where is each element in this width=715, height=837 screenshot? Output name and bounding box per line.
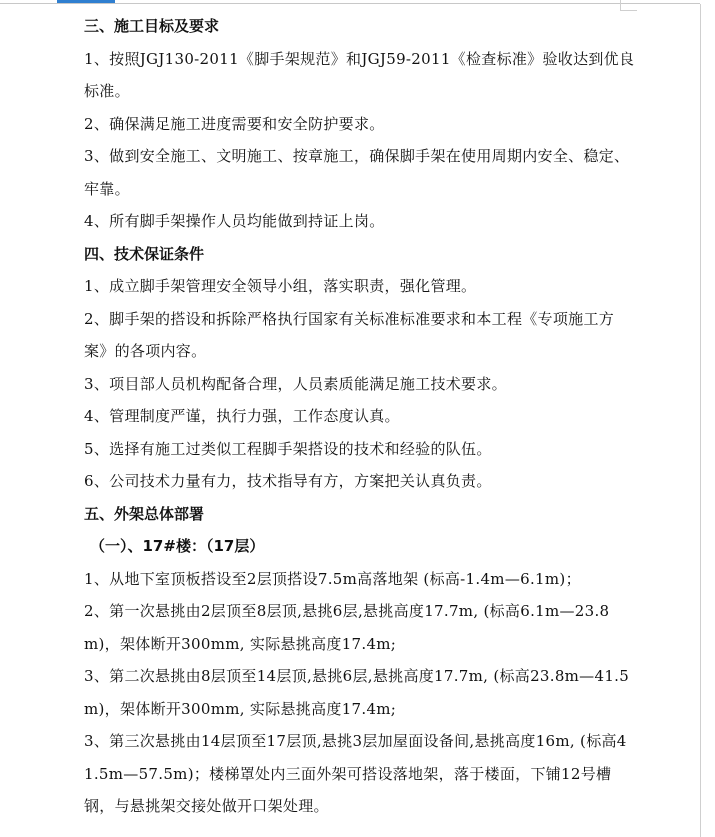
paragraph: 3、做到安全施工、文明施工、按章施工，确保脚手架在使用周期内安全、稳定、牢靠。 xyxy=(84,147,630,198)
page-top-bar xyxy=(0,0,715,4)
paragraph: 5、选择有施工过类似工程脚手架搭设的技术和经验的队伍。 xyxy=(84,439,492,458)
subsection-heading: （一）、17#楼：（17层） xyxy=(90,537,265,555)
paragraph: 3、第二次悬挑由8层顶至14层顶,悬挑6层,悬挑高度17.7m, (标高23.8m—41.5m)，架体断开300mm, 实际悬挑高度17.4m; xyxy=(84,667,630,718)
paragraph: 1、成立脚手架管理安全领导小组，落实职责，强化管理。 xyxy=(84,277,477,295)
section-heading-4: 四、技术保证条件 xyxy=(84,244,205,263)
paragraph: 4、管理制度严谨，执行力强，工作态度认真。 xyxy=(84,407,400,425)
page-top-border xyxy=(0,3,700,4)
section-heading-5: 五、外架总体部署 xyxy=(84,504,205,523)
page-right-border xyxy=(700,4,701,837)
paragraph: 3、项目部人员机构配备合理，人员素质能满足施工技术要求。 xyxy=(84,374,507,393)
section-heading-3: 三、施工目标及要求 xyxy=(84,17,220,35)
document-body xyxy=(84,10,636,823)
paragraph: 6、公司技术力量有力，技术指导有方，方案把关认真负责。 xyxy=(84,472,492,490)
paragraph: 1、从地下室顶板搭设至2层顶搭设7.5m高落地架 (标高-1.4m—6.1m)； xyxy=(84,569,581,588)
paragraph: 2、第一次悬挑由2层顶至8层顶,悬挑6层,悬挑高度17.7m, (标高6.1m—23.8m)，架体断开300mm, 实际悬挑高度17.4m; xyxy=(84,602,610,653)
paragraph: 4、所有脚手架操作人员均能做到持证上岗。 xyxy=(84,212,385,230)
paragraph: 2、确保满足施工进度需要和安全防护要求。 xyxy=(84,114,385,133)
paragraph: 1、按照JGJ130-2011《脚手架规范》和JGJ59-2011《检查标准》验收达到优良标准。 xyxy=(84,49,635,100)
paragraph: 3、第三次悬挑由14层顶至17层顶,悬挑3层加屋面设备间,悬挑高度16m, (标高41.5m—57.5m)；楼梯罩处内三面外架可搭设落地架，落于楼面，下铺12号槽钢，与悬挑架交接处做开口架处理。 xyxy=(84,732,627,815)
paragraph: 2、脚手架的搭设和拆除严格执行国家有关标准标准要求和本工程《专项施工方案》的各项内容。 xyxy=(84,309,615,360)
